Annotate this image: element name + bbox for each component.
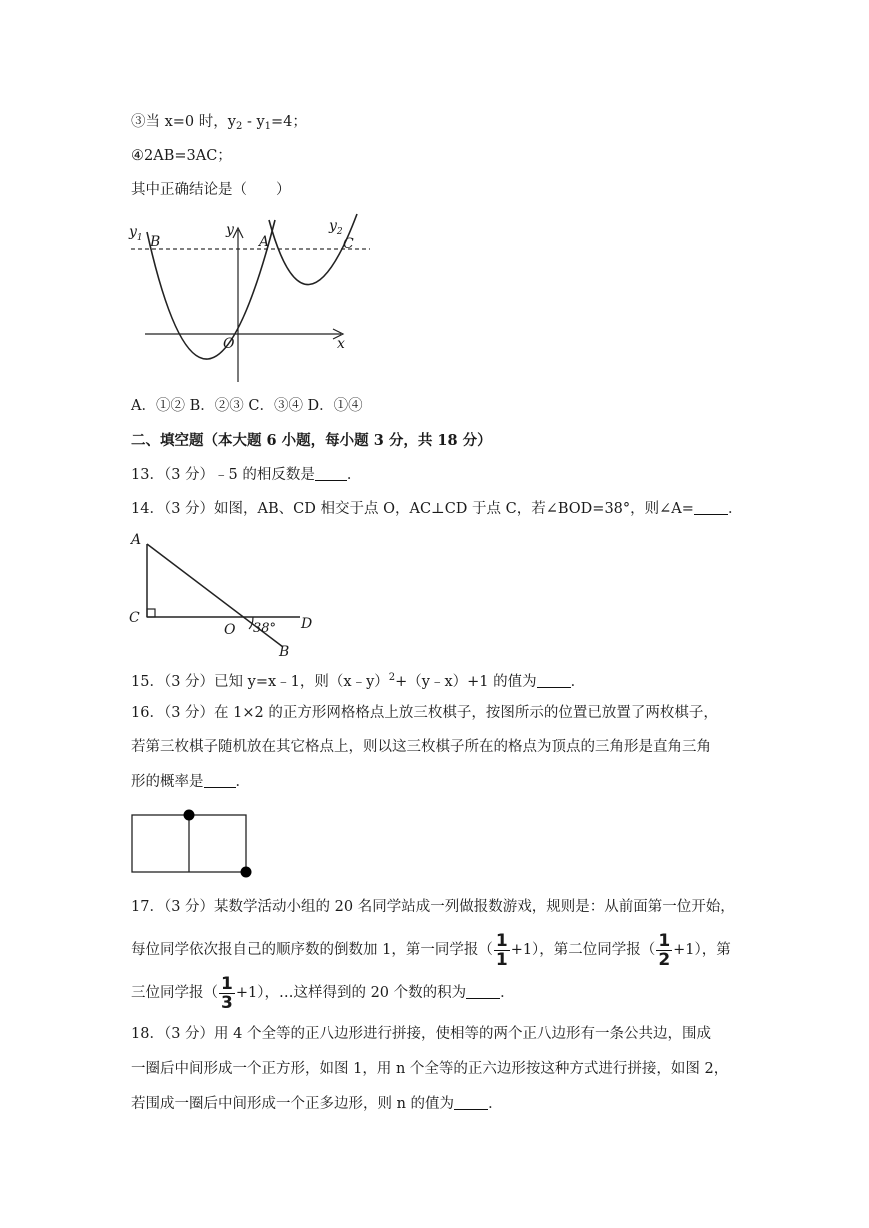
period: ．: [500, 985, 515, 1001]
period: ．: [570, 674, 586, 690]
fraction-numerator: 1: [658, 930, 671, 951]
section-heading: 二、填空题（本大题 6 小题，每小题 3 分，共 18 分）: [131, 432, 492, 449]
question-16-text: 形的概率是: [131, 774, 204, 790]
answer-blank[interactable]: [537, 673, 571, 688]
period: ．: [488, 1096, 503, 1112]
question-13-text: 13．（3 分）﹣5 的相反数是: [131, 467, 315, 483]
parabola-figure: [125, 212, 375, 388]
answer-options: A．①② B．②③ C．③④ D．①④: [131, 398, 363, 414]
question-17-text-c: +1），第: [673, 942, 731, 958]
angle-label: 38°: [253, 621, 277, 636]
statement-4: ④2AB=3AC；: [131, 148, 232, 164]
chess-piece: [184, 810, 195, 821]
period: ．: [346, 467, 362, 483]
question-16-line-1: 16．（3 分）在 1×2 的正方形网格格点上放三枚棋子，按图所示的位置已放置了两枚棋子，: [131, 705, 718, 721]
label-O: O: [223, 336, 235, 352]
question-17-line-3: [131, 973, 515, 1013]
subscript: 2: [235, 121, 243, 132]
question-16-line-2: 若第三枚棋子随机放在其它格点上，则以这三枚棋子所在的格点为顶点的三角形是直角三角: [131, 739, 711, 755]
angle-figure: [125, 528, 325, 660]
label-y-axis: y: [226, 222, 234, 238]
fraction-denominator: 1: [495, 949, 508, 970]
label-y2: $y_2$: [329, 218, 343, 237]
right-angle-mark: [147, 609, 155, 617]
question-18-text: 若围成一圈后中间形成一个正多边形，则 n 的值为: [131, 1096, 455, 1112]
parabola-y1: [147, 220, 275, 359]
question-15-text: 15．（3 分）已知 y=x﹣1，则（x﹣y）: [131, 674, 389, 690]
question-14-text: 14．（3 分）如图，AB、CD 相交于点 O，AC⊥CD 于点 C，若∠BOD=38°，则∠A=: [131, 501, 694, 517]
question-stem: 其中正确结论是（ ）: [131, 182, 291, 198]
question-18-line-2: 一圈后中间形成一个正方形，如图 1，用 n 个全等的正六边形按这种方式进行拼接，如图 2，: [131, 1061, 729, 1077]
subscript: 1: [264, 121, 272, 132]
question-17-text-e: +1），…这样得到的 20 个数的积为: [235, 985, 467, 1001]
answer-blank[interactable]: [315, 466, 347, 481]
question-14: [131, 499, 742, 519]
question-17-text-a: 每位同学依次报自己的顺序数的倒数加 1，第一同学报（: [131, 942, 493, 958]
fraction-numerator: 1: [495, 930, 508, 951]
label-C: C: [129, 610, 140, 626]
question-18-line-3: [131, 1094, 503, 1114]
superscript: 2: [388, 672, 396, 683]
question-15-mid: +（y﹣x）+1 的值为: [395, 674, 537, 690]
statement-3-mid: - y: [242, 114, 265, 130]
fraction: [219, 975, 235, 1012]
label-B: B: [279, 644, 290, 660]
fraction-numerator: 1: [221, 973, 233, 994]
fraction: [494, 932, 510, 969]
answer-blank[interactable]: [204, 773, 236, 788]
grid-figure: [125, 806, 260, 882]
fraction: [656, 932, 672, 969]
statement-3: [131, 112, 307, 137]
question-17-text-d: 三位同学报（: [131, 985, 218, 1001]
period: ．: [235, 774, 250, 790]
label-y1: $y_1$: [129, 224, 143, 243]
question-17-text-b: +1），第二位同学报（: [510, 942, 656, 958]
label-A: A: [259, 234, 270, 250]
chess-piece: [241, 867, 252, 878]
answer-blank[interactable]: [454, 1095, 488, 1110]
question-15: [131, 668, 585, 692]
question-18-line-1: 18．（3 分）用 4 个全等的正八边形进行拼接，使相等的两个正八边形有一条公共边，围成: [131, 1026, 711, 1042]
answer-blank[interactable]: [694, 500, 728, 515]
statement-3-text: ③当 x=0 时，y: [131, 114, 236, 130]
label-O: O: [224, 622, 236, 638]
fraction-denominator: 3: [221, 992, 233, 1013]
statement-3-end: =4；: [271, 114, 307, 130]
question-16-line-3: [131, 772, 250, 792]
fraction-denominator: 2: [658, 949, 671, 970]
question-17-line-2: [131, 930, 731, 970]
period: ．: [727, 501, 743, 517]
label-A: A: [131, 532, 142, 548]
label-D: D: [301, 616, 313, 632]
answer-blank[interactable]: [466, 984, 500, 999]
label-C: C: [343, 236, 354, 252]
label-B: B: [150, 234, 161, 250]
label-x-axis: x: [337, 336, 345, 352]
question-13: [131, 465, 361, 485]
question-17-line-1: 17．（3 分）某数学活动小组的 20 名同学站成一列做报数游戏，规则是：从前面第一位开始，: [131, 899, 735, 915]
